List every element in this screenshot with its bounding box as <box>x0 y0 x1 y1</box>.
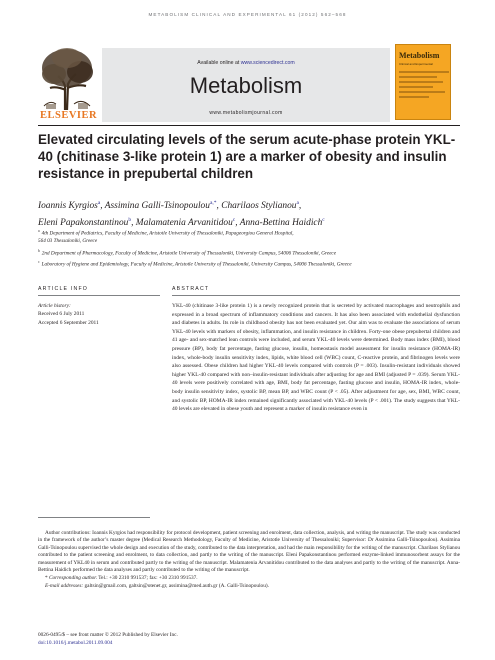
affiliation-c <box>38 259 468 269</box>
corresponding-author-note <box>38 575 460 582</box>
affiliation-mark: c <box>38 260 40 265</box>
cover-band <box>399 81 443 83</box>
author-affil-mark[interactable]: a <box>97 200 101 206</box>
author-affil-mark[interactable]: c <box>232 217 236 224</box>
elsevier-tree-logo <box>38 46 96 110</box>
running-head: METABOLISM CLINICAL AND EXPERIMENTAL 61 (2012) 562–568 <box>148 12 347 17</box>
article-info-heading: ARTICLE INFO <box>38 286 89 292</box>
author-name: Eleni Papakonstantinou <box>38 218 129 229</box>
author-affil-mark[interactable]: c <box>322 217 325 224</box>
author-list <box>38 196 460 230</box>
journal-cover-image <box>395 44 451 120</box>
affiliation-b <box>38 248 468 258</box>
affiliation-text: 2nd Department of Pharmacology, Faculty of Medicine, Aristotle University of Thessaloniki, University Campus, 54006 Thessaloniki, Greece <box>41 250 336 257</box>
journal-url-link[interactable]: www.metabolismjournal.com <box>209 110 283 116</box>
author-separator: , <box>131 218 136 229</box>
author-separator: , <box>298 201 302 212</box>
author-separator: , <box>100 201 105 212</box>
author-line-1 <box>38 196 460 213</box>
email-label: E-mail addresses: <box>45 583 84 590</box>
cover-band <box>399 71 449 73</box>
abstract-text: YKL-40 (chitinase 3-like protein 1) is a newly recognized protein that is secreted by activated macrophages and neutrophils and expressed in a broad spectrum of inflammatory conditions and cancers. It has also been associated with endothelial dysfunction and diabetes in adults. Its role in childhood obesity has not been evaluated yet. Our aim was to evaluate the associations of serum YKL-40 levels with markers of obesity, inflammation, and insulin resistance in children. Forty-one obese prepubertal children and 41 age- and sex-matched lean controls were included, and serum YKL-40 levels were determined. Body mass index (BMI), blood pressure (BP), body fat percentage, fasting glucose, insulin, homeostasis model assessment for insulin resistance (HOMA-IR) index, whole-body insulin sensitivity index, lipids, white blood cell (WBC) count, C-reactive protein, and fibrinogen levels were also assessed. Obese children had higher YKL-40 levels compared with controls (P = .003). Insulin-resistant individuals showed higher YKL-40 compared with non–insulin-resistant individuals after adjusting for age and BMI (adjusted P = .039). Serum YKL-40 levels were positively correlated with age, BMI, body fat percentage, fasting glucose and insulin, HOMA-IR index, whole-body insulin sensitivity index, systolic BP, mean BP, and WBC count (P < .05). After adjustment for age, sex, BMI, WBC count, and systolic BP, HOMA-IR index remained significantly associated with YKL-40 levels (P < .001). The study suggests that YKL-40 levels are elevated in obese youth and represent a marker of insulin resistance even in <box>172 303 460 413</box>
author-name: Ioannis Kyrgios <box>38 201 98 212</box>
available-online-line <box>102 60 390 66</box>
author-affil-mark[interactable]: a <box>296 200 299 206</box>
affiliation-mark: b <box>38 248 40 253</box>
author-name: Charilaos Stylianou <box>221 201 297 212</box>
accepted-date: Accepted 6 September 2011 <box>38 319 99 326</box>
author-name: Anna-Bettina Haidich <box>239 218 323 229</box>
cover-subtitle: Clinical and Experimental <box>399 62 433 66</box>
asterisk-icon: * <box>45 575 48 582</box>
author-affil-mark[interactable]: b <box>128 217 132 224</box>
elsevier-wordmark: ELSEVIER <box>40 110 98 121</box>
footnote-rule <box>38 517 150 518</box>
cover-title: Metabolism <box>399 51 440 60</box>
cover-band <box>399 91 445 93</box>
journal-title: Metabolism <box>189 73 303 98</box>
journal-masthead <box>38 44 460 124</box>
footnotes <box>38 530 460 591</box>
history-label: Article history: <box>38 303 71 309</box>
affiliation-text: Laboratory of Hygiene and Epidemiology, Faculty of Medicine, Aristotle University of Thessaloniki, University Campus, 54006 Thessaloniki, Greece <box>41 262 352 269</box>
article-title: Elevated circulating levels of the serum acute-phase protein YKL-40 (chitinase 3-like protein 1) are a marker of obesity and insulin resistance in prepubertal children <box>38 132 456 181</box>
author-name: Malamatenia Arvanitidou <box>135 218 233 229</box>
received-date: Received 6 July 2011 <box>38 311 85 318</box>
author-separator: , <box>216 201 222 212</box>
article-history <box>38 302 158 327</box>
corresponding-label: Corresponding author. <box>48 575 98 582</box>
corresponding-contact: Tel.: +30 2310 991537; fax: +30 2310 991537. <box>98 575 198 582</box>
author-separator: , <box>235 218 240 229</box>
header-rule <box>38 125 460 126</box>
affiliation-text: 564 03 Thessaloniki, Greece <box>38 238 98 245</box>
abstract-rule <box>172 295 460 296</box>
available-online-prefix: Available online at <box>197 60 240 66</box>
cover-band <box>399 86 433 88</box>
issn-line: 0026-0495/$ – see front matter © 2012 Published by Elsevier Inc. <box>38 632 178 638</box>
cover-band <box>399 96 429 98</box>
affiliation-mark: a <box>38 229 40 233</box>
sciencedirect-link[interactable]: www.sciencedirect.com <box>240 60 295 66</box>
author-affil-mark[interactable]: a,* <box>209 200 217 206</box>
abstract-heading: ABSTRACT <box>172 286 210 292</box>
author-contributions: Author contributions: Ioannis Kyrgios had responsibility for protocol development, patient screening and enrolment, data collection, analysis, and writing the manuscript. The study was conducted in the framework of the author’s master degree (Medical Research Methodology, Faculty of Medicine, Aristotle University of Thessaloniki; Supervisor: Dr Assimina Galli-Tsinopoulou). Assimina Galli-Tsinopoulou supervised the whole design and execution of the study, contributed to the data interpretation, and had the main responsibility for the writing of the manuscript. Charilaos Stylianou contributed to the patient screening and enrolment, to data collection, and partly to the writing of the manuscript. Eleni Papakonstantinou performed enzyme-linked immunosorbent assays for the measurement of YKL40 in serum and contributed partly to the writing of the manuscript. Malamatenia Arvanitidou contributed to the data analyses and partly to the writing of the manuscript. Anna-Bettina Haidich performed the data analyses and partly contributed to the writing of the manuscript. <box>38 530 460 574</box>
publication-meta <box>38 632 338 647</box>
doi-link[interactable]: doi:10.1016/j.metabol.2011.09.004 <box>38 639 113 646</box>
journal-header-box <box>102 48 390 122</box>
cover-band <box>399 76 437 78</box>
affiliation-text: 4th Department of Pediatrics, Faculty of Medicine, Aristotle University of Thessaloniki, Papageorgiou General Hospital, <box>41 230 294 237</box>
affiliation-list <box>38 228 468 271</box>
author-name: Assimina Galli-Tsinopoulou <box>104 201 210 212</box>
article-info-rule <box>38 295 160 296</box>
affiliation-a <box>38 228 468 246</box>
email-addresses[interactable]: galtsin@gmail.com, galtsin@otenet.gr, assimina@med.auth.gr (A. Galli-Tsinopoulou). <box>84 583 269 590</box>
email-note <box>38 583 460 590</box>
